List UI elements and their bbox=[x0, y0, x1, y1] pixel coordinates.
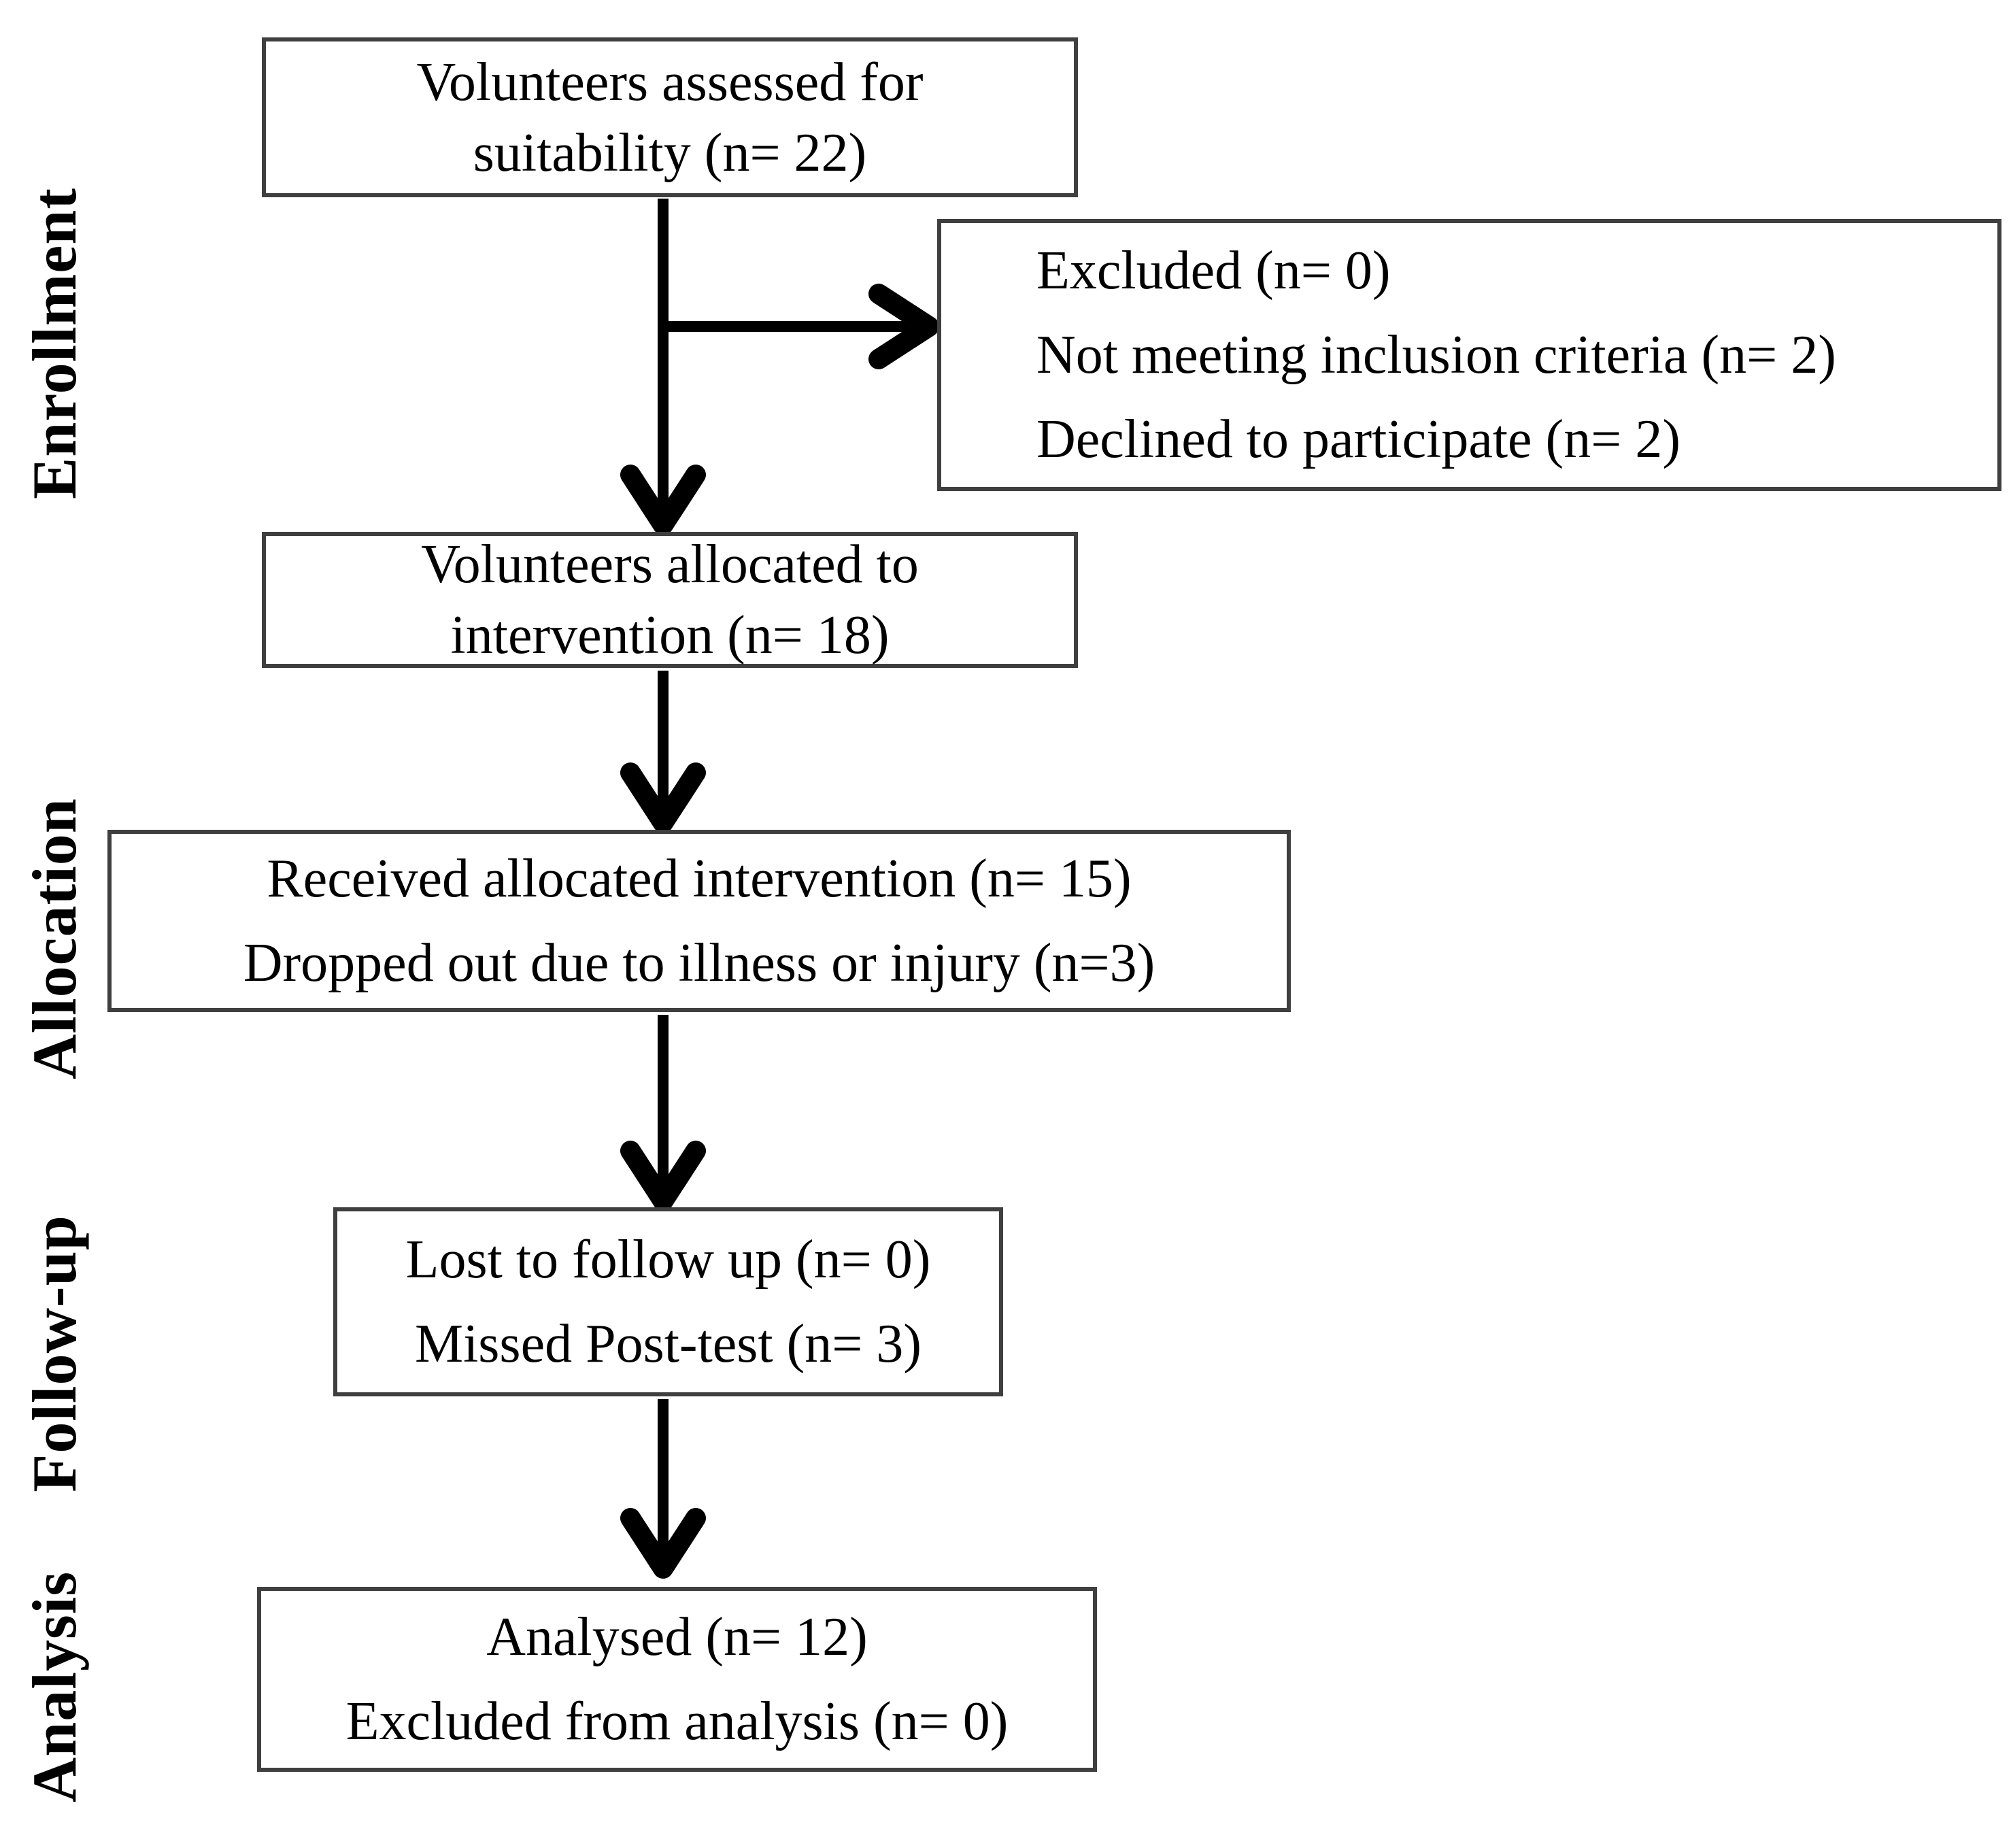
box-text-line: Lost to follow up (n= 0) bbox=[405, 1230, 931, 1290]
box-text-line: Excluded from analysis (n= 0) bbox=[345, 1692, 1009, 1751]
box-text-line: Missed Post-test (n= 3) bbox=[414, 1314, 922, 1374]
box-text-line: Volunteers assessed for bbox=[416, 52, 924, 112]
box-analysed bbox=[257, 1587, 1097, 1772]
box-volunteers-allocated bbox=[262, 532, 1078, 668]
box-received-intervention bbox=[107, 830, 1291, 1012]
box-text-line: intervention (n= 18) bbox=[450, 605, 890, 665]
stage-label-analysis: Analysis bbox=[20, 1570, 89, 1803]
box-text-line: Volunteers allocated to bbox=[421, 535, 919, 594]
stage-label-followup: Follow-up bbox=[20, 1215, 89, 1492]
box-text-line: Received allocated intervention (n= 15) bbox=[267, 849, 1132, 909]
stage-label-allocation: Allocation bbox=[20, 798, 89, 1079]
stage-label-enrollment: Enrollment bbox=[20, 187, 89, 500]
box-excluded bbox=[937, 219, 2001, 491]
box-text-line: Excluded (n= 0) bbox=[1036, 241, 1391, 301]
box-text-line: Not meeting inclusion criteria (n= 2) bbox=[1036, 325, 1836, 385]
box-volunteers-assessed bbox=[262, 37, 1078, 197]
box-text-line: Dropped out due to illness or injury (n=3) bbox=[243, 933, 1155, 993]
box-text-line: suitability (n= 22) bbox=[473, 122, 867, 183]
box-lost-to-followup bbox=[333, 1207, 1003, 1396]
box-text-line: Analysed (n= 12) bbox=[486, 1607, 868, 1667]
box-text-line: Declined to participate (n= 2) bbox=[1036, 409, 1680, 469]
